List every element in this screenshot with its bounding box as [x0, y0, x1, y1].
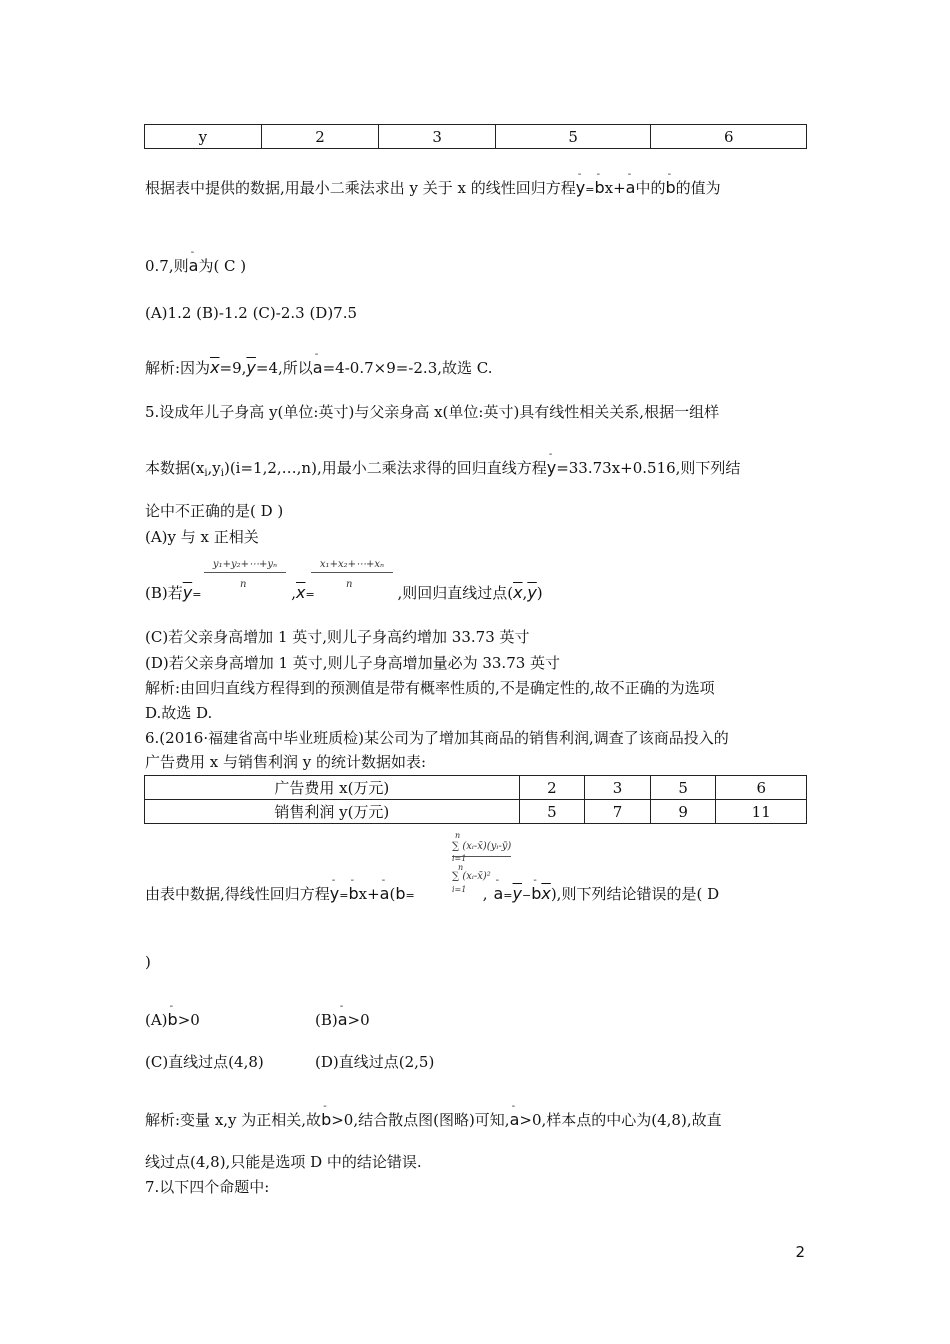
- table-cell: 5: [519, 800, 585, 824]
- q5-option-d: (D)若父亲身高增加 1 英寸,则儿子身高增加量必为 33.73 英寸: [145, 654, 561, 672]
- text: 解析:因为: [145, 359, 211, 377]
- q6-data-table: [144, 775, 807, 824]
- b-hat: b: [395, 884, 406, 903]
- q6-option-b: [315, 1001, 370, 1029]
- text: x+: [358, 885, 380, 903]
- text: =9,: [219, 359, 247, 377]
- q5-line1: 5.设成年儿子身高 y(单位:英寸)与父亲身高 x(单位:英寸)具有线性相关关系,根据一组样: [145, 403, 720, 421]
- a-hat: - a: [337, 1001, 348, 1029]
- text: =4,所以: [255, 359, 313, 377]
- sum-upper-n: n: [455, 831, 461, 840]
- fraction-denominator-n: n: [240, 579, 247, 590]
- q7-line1: 7.以下四个命题中:: [145, 1178, 270, 1196]
- text: 本数据(x: [145, 459, 205, 477]
- sum-denominator-top-n: n: [458, 863, 464, 872]
- q6-line1: 6.(2016·福建省高中毕业班质检)某公司为了增加其商品的销售利润,调查了该商品投入的: [145, 729, 729, 747]
- page-number: 2: [795, 1243, 805, 1261]
- table-cell: 11: [716, 800, 807, 824]
- table-cell: 7: [585, 800, 651, 824]
- text: >0,样本点的中心为(4,8),故直: [519, 1111, 722, 1129]
- text: (A): [145, 1011, 168, 1029]
- text: =: [339, 889, 349, 902]
- y-hat: - y: [329, 875, 340, 903]
- x-bar: $\overline{x}$: [541, 884, 551, 903]
- text: =: [305, 588, 315, 601]
- q6-option-a: [145, 1001, 200, 1029]
- table-cell: 9: [650, 800, 716, 824]
- text: >0: [177, 1011, 200, 1029]
- text: =: [405, 889, 415, 902]
- text: 的值为: [675, 179, 721, 197]
- y-bar: $\overline{y}$: [182, 583, 193, 602]
- answer-text: 为( C ): [198, 257, 247, 275]
- text: =: [503, 889, 513, 902]
- q4-line1: [145, 169, 721, 197]
- b-hat: - b: [594, 169, 605, 197]
- y-bar: $\overline{y}$: [246, 358, 256, 377]
- subscript: i: [204, 468, 208, 479]
- text: 解析:变量 x,y 为正相关,故: [145, 1111, 322, 1129]
- a-hat: - a: [493, 875, 504, 903]
- q5-option-b: [145, 585, 543, 601]
- table-cell: 3: [379, 125, 496, 149]
- sum-numerator: ∑ (xᵢ-x̄)(yᵢ-ȳ): [452, 842, 511, 857]
- b-hat: - b: [665, 169, 676, 197]
- table-cell: 2: [261, 125, 379, 149]
- text: (B)若: [145, 584, 183, 602]
- table-cell: 广告费用 x(万元): [145, 776, 520, 800]
- text: ),则下列结论错误的是( D: [550, 885, 720, 903]
- b-hat: - b: [348, 875, 359, 903]
- table-cell: 3: [585, 776, 651, 800]
- top-data-table: [144, 124, 807, 149]
- q4-options: (A)1.2 (B)-1.2 (C)-2.3 (D)7.5: [145, 304, 358, 322]
- subscript: i: [220, 468, 224, 479]
- q5-analysis-2: D.故选 D.: [145, 704, 213, 722]
- b-hat: - b: [167, 1001, 178, 1029]
- table-cell: 6: [651, 125, 807, 149]
- fraction-numerator-x: x₁+x₂+⋯+xₙ: [311, 560, 393, 573]
- q6-option-d: (D)直线过点(2,5): [315, 1053, 435, 1071]
- sum-lower-i: i=1: [452, 854, 467, 863]
- text: )(i=1,2,…,n),用最小二乘法求得的回归直线方程: [223, 459, 547, 477]
- text: >0,结合散点图(图略)可知,: [331, 1111, 510, 1129]
- fraction-denominator-n: n: [346, 579, 353, 590]
- q4-analysis: [145, 349, 493, 377]
- table-cell: y: [145, 125, 262, 149]
- text: 由表中数据,得线性回归方程: [145, 885, 330, 903]
- text: x+: [604, 179, 626, 197]
- sum-denominator: ∑ (xᵢ-x̄)²: [452, 871, 491, 882]
- q4-line2: [145, 247, 247, 275]
- text: (: [389, 885, 396, 903]
- a-hat: - a: [379, 875, 390, 903]
- text: 根据表中提供的数据,用最小二乘法求出 y 关于 x 的线性回归方程: [145, 179, 576, 197]
- text: =: [585, 183, 595, 196]
- y-hat: - y: [546, 449, 557, 477]
- q5-line3: 论中不正确的是( D ): [145, 502, 284, 520]
- q5-line2: [145, 449, 741, 479]
- text: =33.73x+0.516,则下列结: [556, 459, 741, 477]
- table-cell: 5: [495, 125, 651, 149]
- q5-option-a: (A)y 与 x 正相关: [145, 528, 259, 546]
- text: ,y: [207, 459, 221, 477]
- text: ,: [291, 584, 296, 602]
- text: (B): [315, 1011, 338, 1029]
- a-hat: - a: [188, 247, 199, 275]
- table-cell: 2: [519, 776, 585, 800]
- b-hat: - b: [321, 1101, 332, 1129]
- text: 中的: [635, 179, 666, 197]
- q6-line4: ): [145, 953, 151, 971]
- a-hat: - a: [509, 1101, 520, 1129]
- text: =4-0.7×9=-2.3,故选 C.: [322, 359, 493, 377]
- sum-denominator-lower-i: i=1: [452, 885, 467, 894]
- text: 0.7,则: [145, 257, 189, 275]
- q5-analysis-1: 解析:由回归直线方程得到的预测值是带有概率性质的,不是确定性的,故不正确的为选项: [145, 679, 715, 697]
- q6-line2: 广告费用 x 与销售利润 y 的统计数据如表:: [145, 753, 427, 771]
- table-cell: 5: [650, 776, 716, 800]
- x-bar: $\overline{x}$: [295, 583, 306, 602]
- text: −: [521, 889, 532, 902]
- b-hat: - b: [531, 875, 542, 903]
- y-hat: - y: [575, 169, 586, 197]
- x-bar: $\overline{x}$: [210, 358, 220, 377]
- table-cell: 6: [716, 776, 807, 800]
- text: ,: [522, 584, 528, 602]
- text: ,: [482, 885, 488, 903]
- y-bar: $\overline{y}$: [512, 884, 522, 903]
- a-hat: - a: [625, 169, 636, 197]
- q6-analysis-2: 线过点(4,8),只能是选项 D 中的结论错误.: [145, 1153, 422, 1171]
- table-row: [145, 800, 807, 824]
- table-cell: 销售利润 y(万元): [145, 800, 520, 824]
- text: ): [536, 584, 543, 602]
- q6-analysis-1: [145, 1101, 722, 1129]
- a-hat: - a: [312, 349, 323, 377]
- text: =: [192, 588, 202, 601]
- fraction-numerator-y: y₁+y₂+⋯+yₙ: [204, 560, 286, 573]
- table-row: [145, 125, 807, 149]
- y-bar: $\overline{y}$: [527, 583, 537, 602]
- x-bar: $\overline{x}$: [513, 583, 523, 602]
- q5-option-c: (C)若父亲身高增加 1 英寸,则儿子身高约增加 33.73 英寸: [145, 628, 530, 646]
- table-row: [145, 776, 807, 800]
- q6-option-c: (C)直线过点(4,8): [145, 1053, 264, 1071]
- text: ,则回归直线过点(: [397, 584, 514, 602]
- text: >0: [347, 1011, 370, 1029]
